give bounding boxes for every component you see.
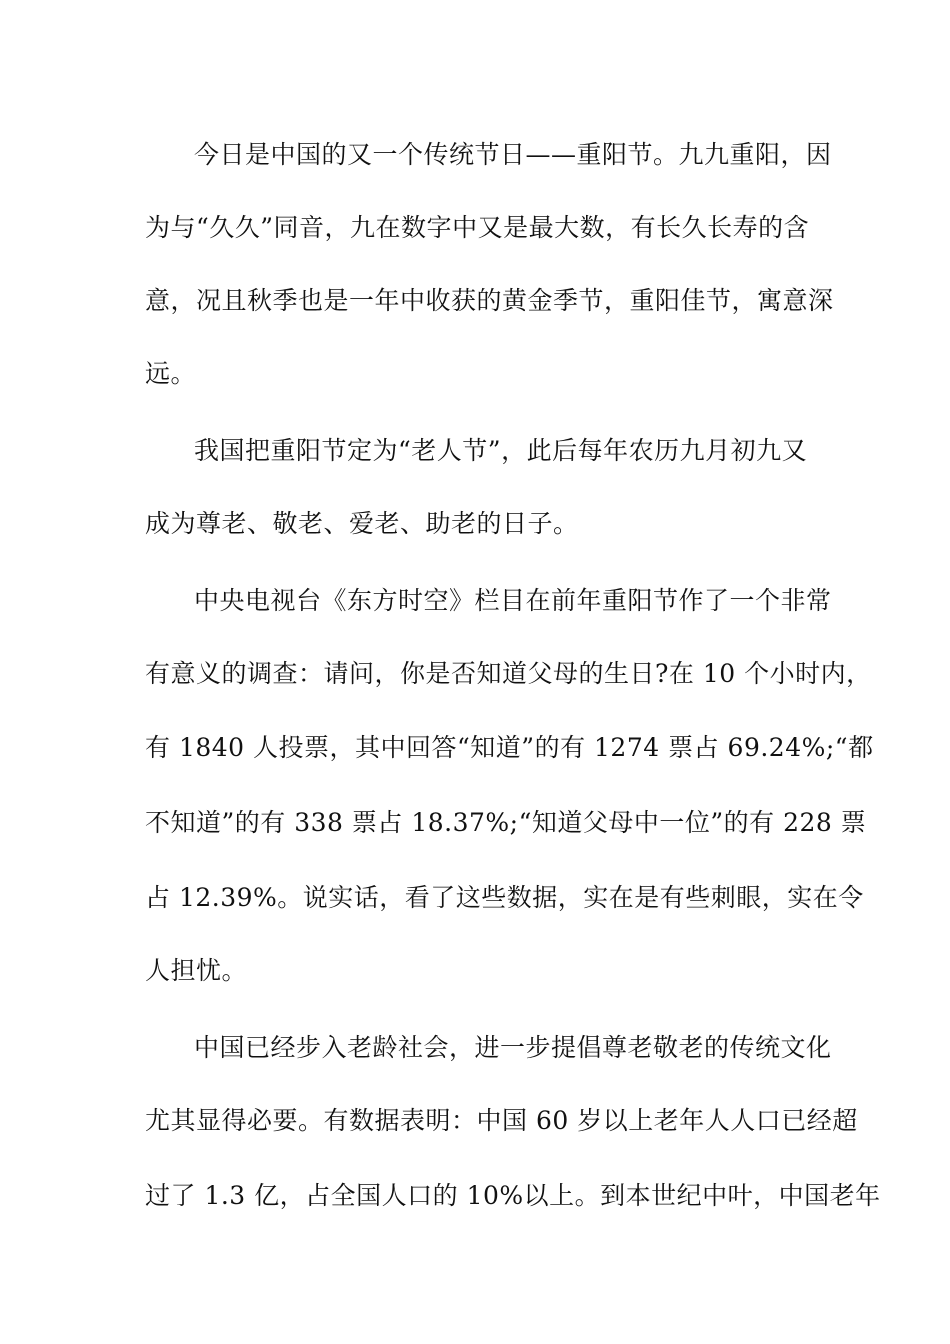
paragraph-2-line-1: 我国把重阳节定为“老人节”，此后每年农历九月初九又 — [194, 436, 808, 465]
paragraph-3-line-2: 有意义的调查：请问，你是否知道父母的生日?在 10 个小时内， — [145, 659, 872, 688]
paragraph-2-line-2: 成为尊老、敬老、爱老、助老的日子。 — [145, 509, 579, 538]
paragraph-4-line-3: 过了 1.3 亿，占全国人口的 10%以上。到本世纪中叶，中国老年 — [145, 1181, 881, 1210]
paragraph-3-line-1: 中央电视台《东方时空》栏目在前年重阳节作了一个非常 — [194, 586, 832, 615]
paragraph-3-line-5: 占 12.39%。说实话，看了这些数据，实在是有些刺眼，实在令 — [145, 883, 864, 912]
paragraph-3-line-4: 不知道”的有 338 票占 18.37%;“知道父母中一位”的有 228 票 — [145, 808, 867, 837]
paragraph-1-line-3: 意，况且秋季也是一年中收获的黄金季节，重阳佳节，寓意深 — [145, 286, 834, 315]
paragraph-1-line-2: 为与“久久”同音，九在数字中又是最大数，有长久长寿的含 — [145, 213, 810, 242]
paragraph-4-line-2: 尤其显得必要。有数据表明：中国 60 岁以上老年人人口已经超 — [145, 1106, 858, 1135]
paragraph-1-line-1: 今日是中国的又一个传统节日——重阳节。九九重阳，因 — [194, 140, 832, 169]
paragraph-3-line-3: 有 1840 人投票，其中回答“知道”的有 1274 票占 69.24%;“都 — [145, 733, 874, 762]
paragraph-4-line-1: 中国已经步入老龄社会，进一步提倡尊老敬老的传统文化 — [194, 1033, 832, 1062]
paragraph-3-line-6: 人担忧。 — [145, 956, 248, 985]
paragraph-1-line-4: 远。 — [145, 359, 197, 388]
